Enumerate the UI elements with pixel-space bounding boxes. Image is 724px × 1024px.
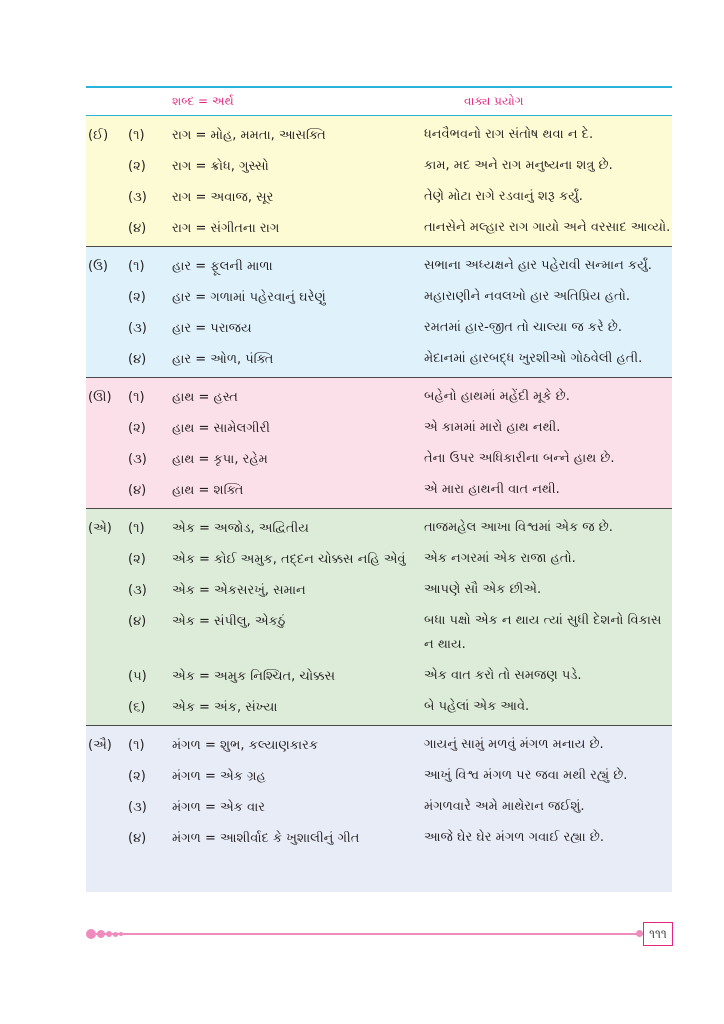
row-number: (૨) [128,769,146,784]
example-sentence: એ મારા હાથની વાત નથી. [424,482,560,497]
group-letter: (ઐ) [88,738,112,753]
word-meaning: હાથ = કૃપા, રહેમ [172,452,268,467]
row-number: (૪) [128,831,147,846]
row-number: (૧) [128,390,145,405]
row-number: (૨) [128,290,146,305]
example-sentence: મંગળવારે અમે માથેરાન જઈશું. [424,799,585,814]
word-meaning: એક = સંપીલુ, એકઠું [172,614,286,629]
row-number: (૨) [128,159,146,174]
header-sentence-use: વાક્ય પ્રયોગ [464,94,524,108]
word-meaning: હાથ = શક્તિ [172,483,244,498]
example-sentence: તાનસેને મલ્હાર રાગ ગાયો અને વરસાદ આવ્યો. [424,220,671,235]
word-meaning: મંગળ = શુભ, કલ્યાણકારક [172,738,319,753]
word-meaning: મંગળ = એક ગ્રહ [172,769,266,784]
row-number: (૪) [128,614,147,629]
row-number: (૩) [128,190,147,205]
group-letter: (ઈ) [88,128,109,143]
table-row [86,344,672,375]
row-number: (૪) [128,221,147,236]
example-sentence: એક નગરમાં એક રાજા હતો. [424,551,576,566]
word-meaning: મંગળ = એક વાર [172,800,265,815]
table-row [86,213,672,244]
word-meaning: હાર = ગળામાં પહેરવાનું ઘરેણું [172,290,326,305]
example-sentence: એક વાત કરો તો સમજણ પડે. [424,668,582,683]
table-row [86,513,672,544]
example-sentence: આખું વિશ્વ મંગળ પર જવા મથી રહ્યું છે. [424,768,628,783]
row-number: (૩) [128,452,147,467]
word-meaning: હાથ = હસ્ત [172,390,238,405]
word-meaning: હાથ = સામેલગીરી [172,421,270,436]
example-sentence: મેદાનમાં હારબદ્ધ ખુરશીઓ ગોઠવેલી હતી. [424,351,643,366]
example-sentence: ગાયનું સામું મળવું મંગળ મનાય છે. [424,737,604,752]
table-row [86,151,672,182]
row-number: (૨) [128,421,146,436]
word-meaning: મંગળ = આશીર્વાદ કે ખુશાલીનું ગીત [172,831,360,846]
word-meaning: હાર = ફૂલની માળા [172,259,273,274]
word-meaning: એક = કોઈ અમુક, તદ્દન ચોક્કસ નહિ એવું [172,552,406,567]
word-group [86,508,672,725]
table-row [86,413,672,444]
row-number: (૧) [128,521,145,536]
word-meaning: રાગ = અવાજ, સૂર [172,190,274,205]
example-sentence: ધનવૈભવનો રાગ સંતોષ થવા ન દે. [424,127,594,142]
word-meaning: હાર = ઓળ, પંક્તિ [172,352,274,367]
example-sentence: તાજમહેલ આખા વિશ્વમાં એક જ છે. [424,520,613,535]
group-letter: (એ) [88,521,112,536]
table-row [86,730,672,761]
word-meaning: એક = અજોડ, અદ્વિતીય [172,521,309,536]
word-meaning: એક = એકસરખું, સમાન [172,583,306,598]
table-row [86,182,672,213]
row-number: (૬) [128,700,146,715]
example-sentence: સભાના અધ્યક્ષને હાર પહેરાવી સન્માન કર્યું. [424,258,652,273]
table-header [86,88,672,116]
table-row [86,120,672,151]
page-number: ૧૧૧ [643,922,673,946]
table-row [86,475,672,506]
word-meaning: હાર = પરાજય [172,321,252,336]
example-sentence: એ કામમાં મારો હાથ નથી. [424,420,561,435]
table-row [86,606,672,661]
table-row [86,382,672,413]
example-sentence: તેના ઉપર અધિકારીના બન્ને હાથ છે. [424,451,615,466]
example-sentence: બધા પક્ષો એક ન થાય ત્યાં સુધી દેશનો વિકાસ ન થાય. [424,613,662,652]
row-number: (૪) [128,483,147,498]
example-sentence: બહેનો હાથમાં મહેંદી મૂકે છે. [424,389,570,404]
row-number: (૩) [128,800,147,815]
example-sentence: બે પહેલાં એક આવે. [424,699,530,714]
table-row [86,544,672,575]
word-meaning: એક = અમુક નિશ્ચિત, ચોક્કસ [172,669,336,684]
word-group [86,377,672,508]
example-sentence: તેણે મોટા રાગે રડવાનું શરૂ કર્યું. [424,189,583,204]
example-sentence: આપણે સૌ એક છીએ. [424,582,542,597]
table-row [86,282,672,313]
word-meaning: રાગ = મોહ, મમતા, આસક્તિ [172,128,326,143]
group-letter: (ઊ) [88,390,112,405]
table-row [86,313,672,344]
example-sentence: આજે ઘેર ઘેર મંગળ ગવાઈ રહ્યા છે. [424,830,604,845]
table-row [86,823,672,854]
row-number: (૧) [128,738,145,753]
word-meaning: એક = અંક, સંખ્યા [172,700,278,715]
table-row [86,444,672,475]
footer-endcap-dot [636,930,643,937]
word-group [86,725,672,892]
footer-rule [96,933,644,935]
table-body [86,116,672,892]
header-word-meaning: શબ્દ = અર્થ [172,94,234,108]
row-number: (૫) [128,669,147,684]
example-sentence: કામ, મદ અને રાગ મનુષ્યના શત્રુ છે. [424,158,613,173]
table-row [86,692,672,723]
table-row [86,575,672,606]
table-row [86,761,672,792]
word-group [86,246,672,377]
word-meaning: રાગ = ક્રોધ, ગુસ્સો [172,159,269,174]
example-sentence: રમતમાં હાર-જીત તો ચાલ્યા જ કરે છે. [424,320,622,335]
row-number: (૩) [128,321,147,336]
row-number: (૧) [128,128,145,143]
row-number: (૨) [128,552,146,567]
example-sentence: મહારાણીને નવલખો હાર અતિપ્રિય હતો. [424,289,631,304]
table-row [86,251,672,282]
row-number: (૧) [128,259,145,274]
word-group [86,116,672,246]
table-row [86,661,672,692]
row-number: (૪) [128,352,147,367]
table-row [86,792,672,823]
row-number: (૩) [128,583,147,598]
group-letter: (ઉ) [88,259,108,274]
word-meaning: રાગ = સંગીતના રાગ [172,221,280,236]
vocabulary-table [86,86,672,892]
